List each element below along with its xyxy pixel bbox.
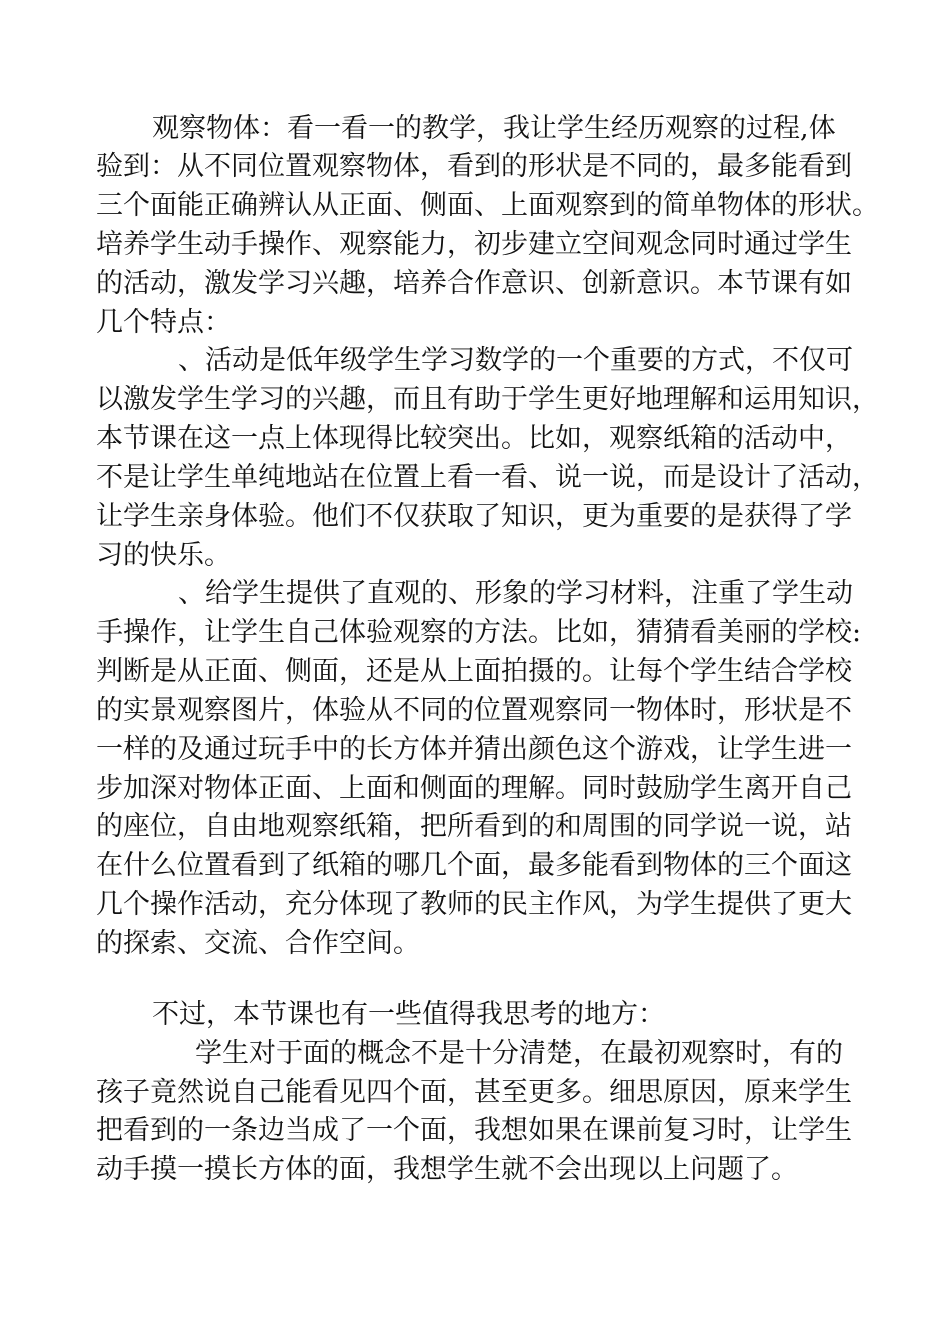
text-line: 的座位，自由地观察纸箱，把所看到的和周围的同学说一说，站 bbox=[96, 811, 852, 842]
text-line: 的实景观察图片，体验从不同的位置观察同一物体时，形状是不 bbox=[96, 695, 852, 726]
text-line: 学生对于面的概念不是十分清楚，在最初观察时，有的 bbox=[195, 1038, 843, 1069]
text-line: 习的快乐。 bbox=[96, 540, 231, 571]
text-line: 在什么位置看到了纸箱的哪几个面，最多能看到物体的三个面这 bbox=[96, 850, 852, 881]
text-line: 验到：从不同位置观察物体，看到的形状是不同的，最多能看到 bbox=[96, 151, 852, 182]
text-line: 、活动是低年级学生学习数学的一个重要的方式，不仅可 bbox=[178, 345, 853, 376]
text-line: 三个面能正确辨认从正面、侧面、上面观察到的简单物体的形状。 bbox=[96, 190, 879, 221]
text-line: 判断是从正面、侧面，还是从上面拍摄的。让每个学生结合学校 bbox=[96, 656, 852, 687]
text-line: 手操作，让学生自己体验观察的方法。比如，猜猜看美丽的学校: bbox=[96, 617, 862, 648]
text-line: 孩子竟然说自己能看见四个面，甚至更多。细思原因，原来学生 bbox=[96, 1077, 852, 1108]
text-line: 、给学生提供了直观的、形象的学习材料，注重了学生动 bbox=[178, 578, 853, 609]
text-line: 观察物体：看一看一的教学，我让学生经历观察的过程,体 bbox=[152, 113, 836, 144]
text-line: 几个特点： bbox=[96, 307, 231, 338]
text-line: 动手摸一摸长方体的面，我想学生就不会出现以上问题了。 bbox=[96, 1154, 798, 1185]
text-line: 不是让学生单纯地站在位置上看一看、说一说，而是设计了活动， bbox=[96, 462, 879, 493]
text-line: 一样的及通过玩手中的长方体并猜出颜色这个游戏，让学生进一 bbox=[96, 734, 852, 765]
text-line: 不过，本节课也有一些值得我思考的地方： bbox=[152, 999, 665, 1030]
text-line: 步加深对物体正面、上面和侧面的理解。同时鼓励学生离开自己 bbox=[96, 773, 852, 804]
text-line: 把看到的一条边当成了一个面，我想如果在课前复习时，让学生 bbox=[96, 1115, 852, 1146]
text-line: 的探索、交流、合作空间。 bbox=[96, 928, 420, 959]
text-line: 本节课在这一点上体现得比较突出。比如，观察纸箱的活动中， bbox=[96, 423, 852, 454]
text-line: 的活动，激发学习兴趣，培养合作意识、创新意识。本节课有如 bbox=[96, 268, 852, 299]
text-line: 让学生亲身体验。他们不仅获取了知识，更为重要的是获得了学 bbox=[96, 501, 852, 532]
text-line: 培养学生动手操作、观察能力，初步建立空间观念同时通过学生 bbox=[96, 229, 852, 260]
text-line: 几个操作活动，充分体现了教师的民主作风，为学生提供了更大 bbox=[96, 889, 852, 920]
text-line: 以激发学生学习的兴趣，而且有助于学生更好地理解和运用知识， bbox=[96, 384, 879, 415]
